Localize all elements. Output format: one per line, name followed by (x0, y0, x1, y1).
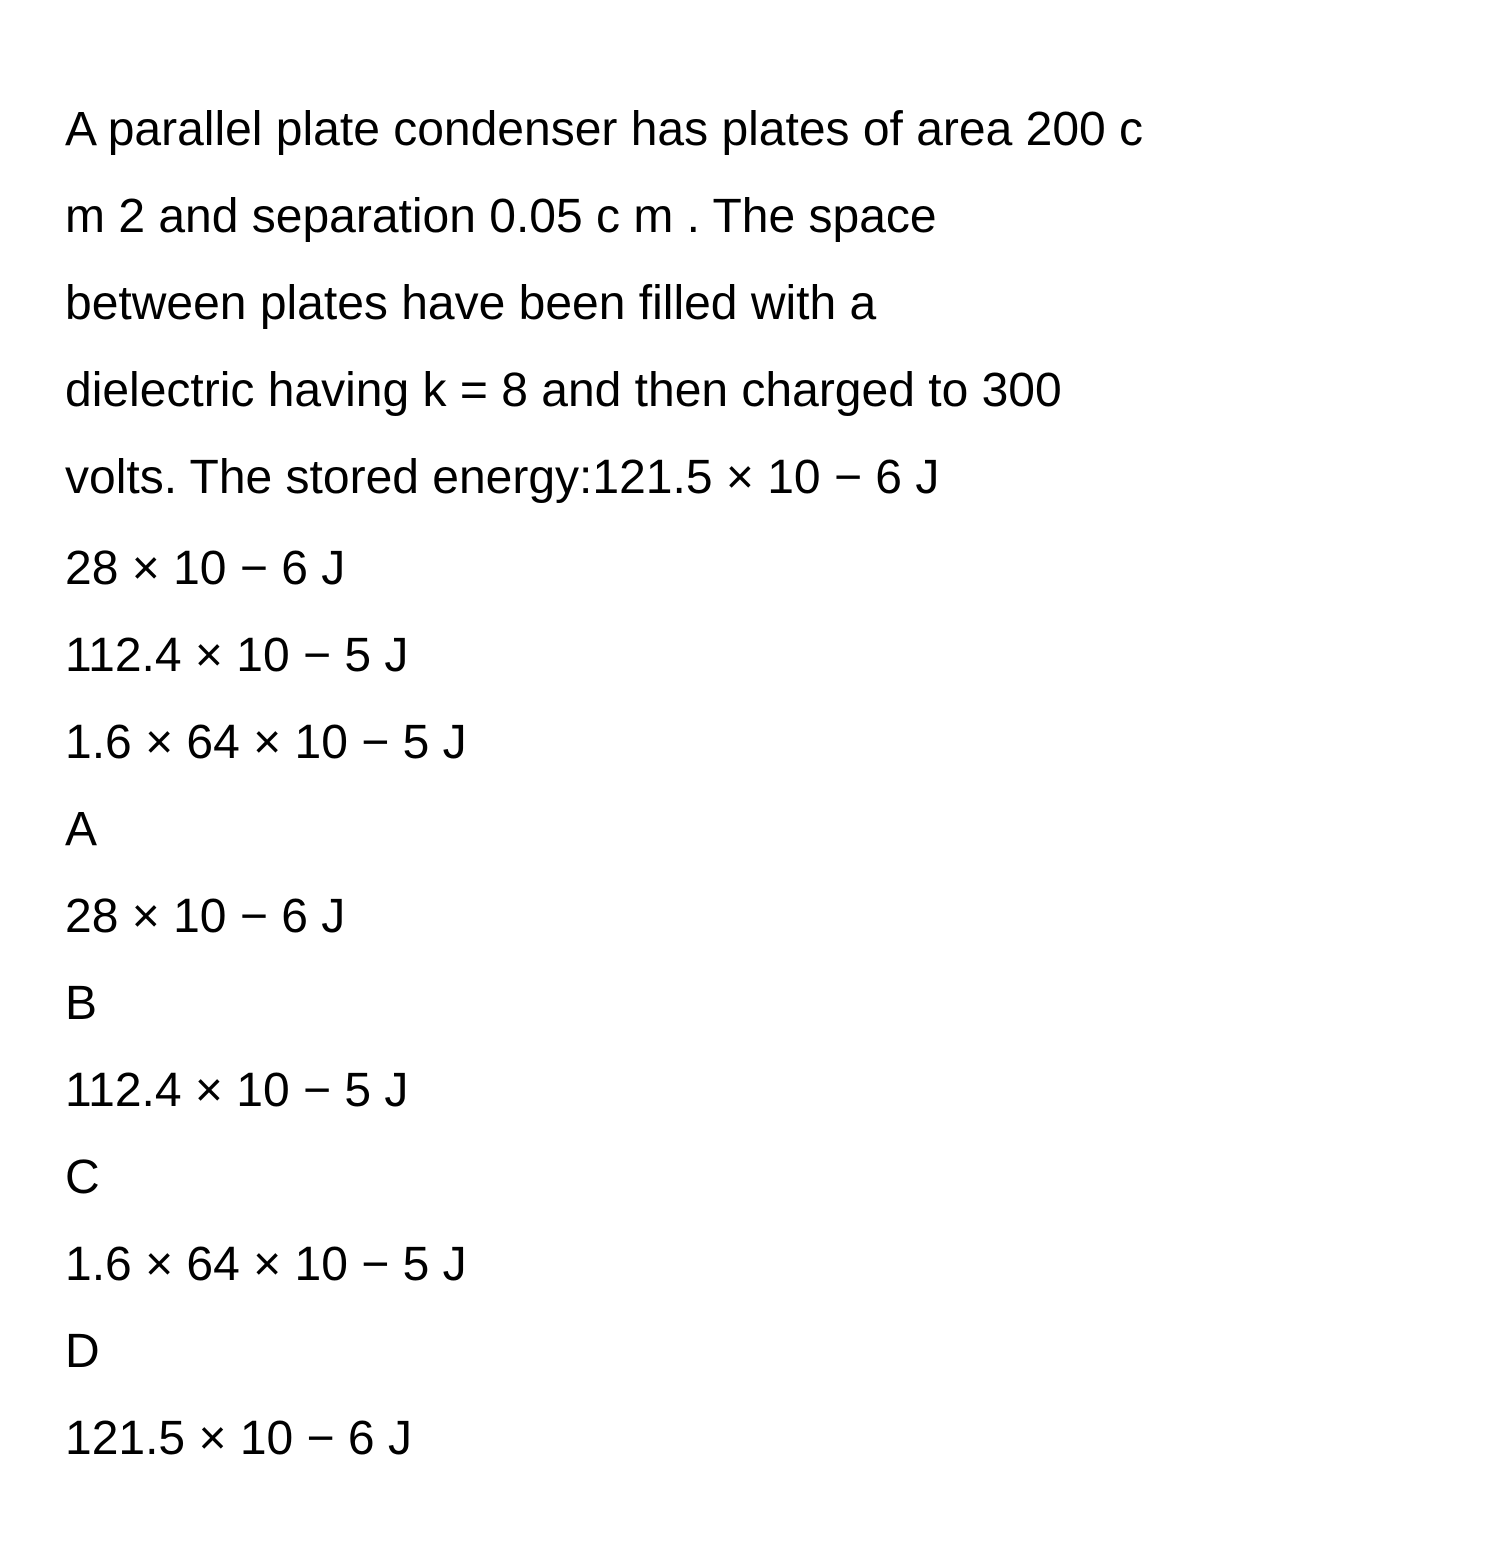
question-line: volts. The stored energy:121.5 × 10 − 6 J (65, 451, 940, 504)
option-text-b[interactable]: 112.4 × 10 − 5 J (65, 1064, 409, 1117)
inline-option: 1.6 × 64 × 10 − 5 J (65, 716, 467, 769)
option-text-d[interactable]: 121.5 × 10 − 6 J (65, 1412, 412, 1465)
question-line: m 2 and separation 0.05 c m . The space (65, 190, 937, 243)
option-letter-d: D (65, 1325, 100, 1378)
option-text-c[interactable]: 1.6 × 64 × 10 − 5 J (65, 1238, 467, 1291)
inline-option: 112.4 × 10 − 5 J (65, 629, 409, 682)
inline-option: 28 × 10 − 6 J (65, 542, 346, 595)
question-line: between plates have been filled with a (65, 277, 877, 330)
question-line: dielectric having k = 8 and then charged to 300 (65, 364, 1062, 417)
option-letter-a: A (65, 803, 98, 856)
question-line: A parallel plate condenser has plates of area 200 c (65, 103, 1144, 156)
question-text (65, 86, 1405, 521)
option-letter-c: C (65, 1151, 100, 1204)
option-letter-b: B (65, 977, 98, 1030)
option-text-a[interactable]: 28 × 10 − 6 J (65, 890, 346, 943)
answer-list (65, 525, 1405, 1482)
